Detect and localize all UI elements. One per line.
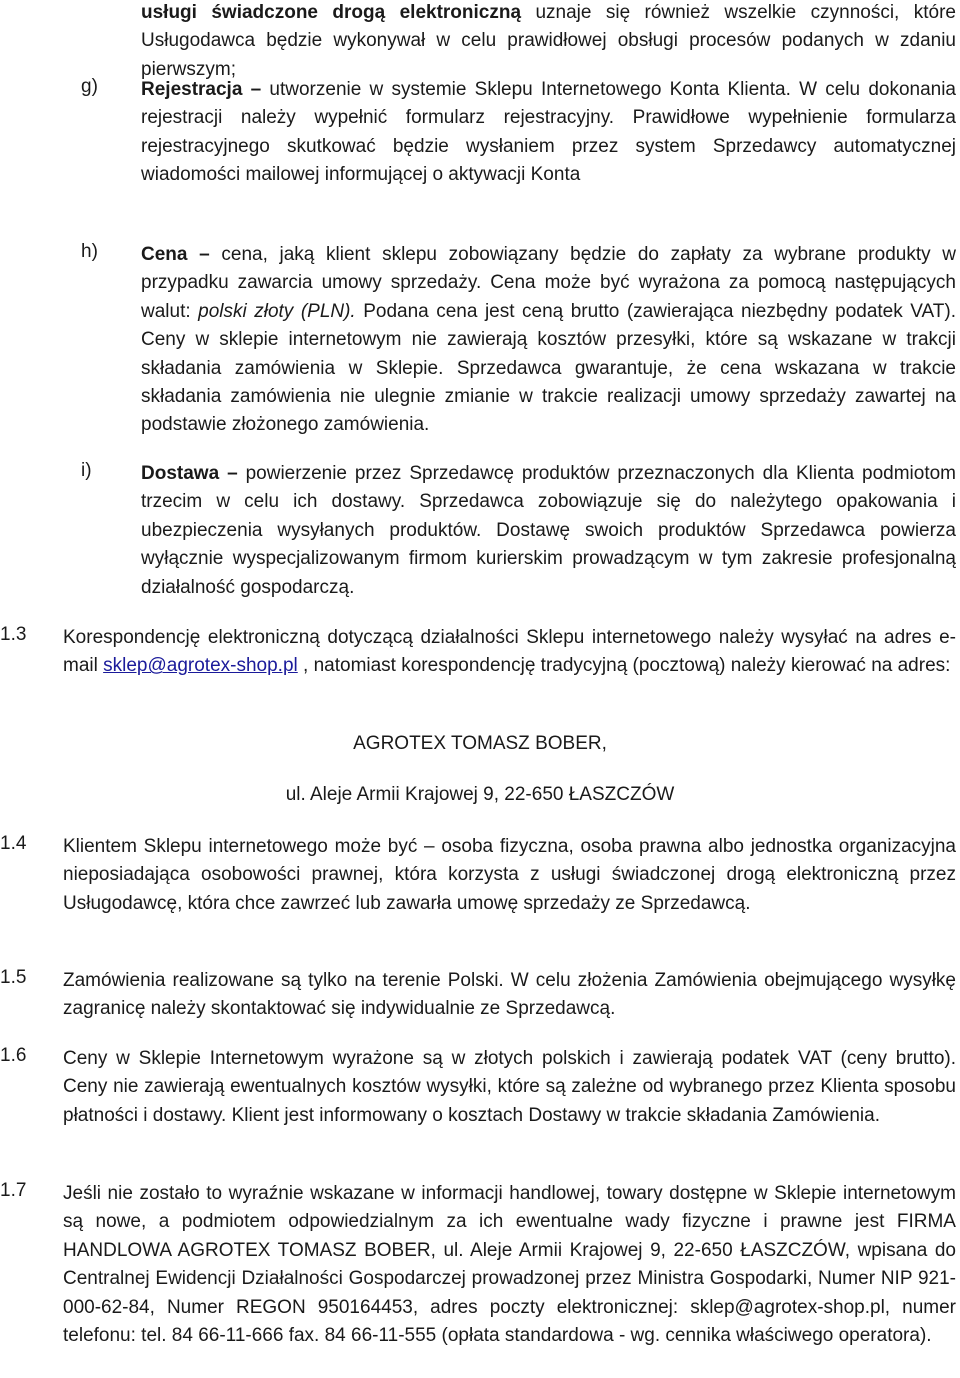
currency-text: polski złoty (PLN). [198,300,356,322]
address-line-street: ul. Aleje Armii Krajowej 9, 22-650 ŁASZCZÓW [285,784,675,805]
definition-text: Dostawa – powierzenie przez Sprzedawcę produktów przeznaczonych dla Klienta podmiotom trzecim w celu ich dostawy. Sprzedawca zobowiązuje się do należytego opakowania i ubezpieczenia wysyłanych produktów. Dostawę swoich produktów Sprzedawca powierza wyłącznie wyspecjalizowanym firmom kurierskim prowadzącym w tym zakresie profesjonalną działalność gospodarczą. [141,463,956,598]
definition-item-i [81,460,956,602]
section-text: Ceny w Sklepie Internetowym wyrażone są w złotych polskich i zawierają podatek VAT (ceny brutto). Ceny nie zawierają ewentualnych kosztów wysyłki, które są zależne od wybranego przez Klienta sposobu płatności i dostawy. Klient jest informowany o kosztach Dostawy w trakcie składania Zamówienia. [63,1048,956,1126]
section-text: Klientem Sklepu internetowego może być – osoba fizyczna, osoba prawna albo jednostka organizacyjna nieposiadająca osobowości prawnej, która korzysta z usługi świadczonej drogą elektroniczną przez Usługodawcę, która chce zawrzeć lub zawarła umowę sprzedaży ze Sprzedawcą. [63,836,956,914]
email-link[interactable]: sklep@agrotex-shop.pl [103,655,298,677]
section-number: 1.6 [0,1045,27,1066]
definition-text: Cena – cena, jaką klient sklepu zobowiązany będzie do zapłaty za wybrane produkty w przypadku zawarcia umowy sprzedaży. Cena może być wyrażona za pomocą następujących walut: polski złoty (PLN). Podana cena jest ceną brutto (zawierająca niezbędny podatek VAT). Ceny w sklepie internetowym nie zawierają kosztów przesyłki, które są wskazane w trakcji składania zamówienia w Sklepie. Sprzedawca gwarantuje, że cena wskazana w trakcie składania zamówienia nie ulegnie zmianie w trakcie realizacji umowy sprzedaży zawartej na podstawie złożonego zamówienia. [141,244,956,436]
section-text: Korespondencję elektroniczną dotyczącą działalności Sklepu internetowego należy wysyłać na adres e-mail sklep@agrotex-shop.pl , natomiast korespondencję tradycyjną (pocztową) należy kierować na adres: [63,627,956,677]
section-number: 1.7 [0,1180,27,1201]
section-1-5 [0,967,956,1024]
term-dostawa: Dostawa [141,463,220,484]
definition-item-g [81,76,956,190]
section-number: 1.3 [0,624,27,645]
section-1-4 [0,833,956,918]
section-number: 1.4 [0,833,27,854]
item-letter: i) [81,460,92,481]
section-1-6 [0,1045,956,1130]
term-electronic-services: usługi świadczone drogą elektroniczną [141,2,522,23]
section-1-7 [0,1180,956,1350]
definition-item-h [81,241,956,440]
continuation-paragraph: usługi świadczone drogą elektroniczną uznaje się również wszelkie czynności, które Usługodawca będzie wykonywał w celu prawidłowej obsługi procesów podanych w zdaniu pierwszym; [141,2,956,80]
section-text: Zamówienia realizowane są tylko na terenie Polski. W celu złożenia Zamówienia obejmującego wysyłkę zagranicę należy skontaktować się indywidualnie ze Sprzedawcą. [63,970,956,1020]
term-rejestracja: Rejestracja [141,79,243,100]
term-cena: Cena [141,244,188,265]
definition-text: Rejestracja – utworzenie w systemie Sklepu Internetowego Konta Klienta. W celu dokonania rejestracji należy wypełnić formularz rejestracyjny. Prawidłowe wypełnienie formularza rejestracyjnego skutkować będzie wysłaniem przez system Sprzedawcy automatycznej wiadomości mailowej informującej o aktywacji Konta [141,79,957,186]
section-number: 1.5 [0,967,27,988]
address-line-company: AGROTEX TOMASZ BOBER, [353,733,607,754]
section-1-3 [0,624,956,681]
section-text: Jeśli nie zostało to wyraźnie wskazane w informacji handlowej, towary dostępne w Sklepie internetowym są nowe, a podmiotem odpowiedzialnym za ich ewentualne wady fizyczne i prawne jest FIRMA HANDLOWA AGROTEX TOMASZ BOBER, ul. Aleje Armii Krajowej 9, 22-650 ŁASZCZÓW, wpisana do Centralnej Ewidencji Działalności Gospodarczej prowadzonej przez Ministra Gospodarki, Numer NIP 921-000-62-84, Numer REGON 950164453, adres poczty elektronicznej: sklep@agrotex-shop.pl, numer telefonu: tel. 84 66-11-666 fax. 84 66-11-555 (opłata standardowa - wg. cennika właściwego operatora). [63,1183,956,1347]
item-letter: g) [81,76,98,97]
item-letter: h) [81,241,98,262]
